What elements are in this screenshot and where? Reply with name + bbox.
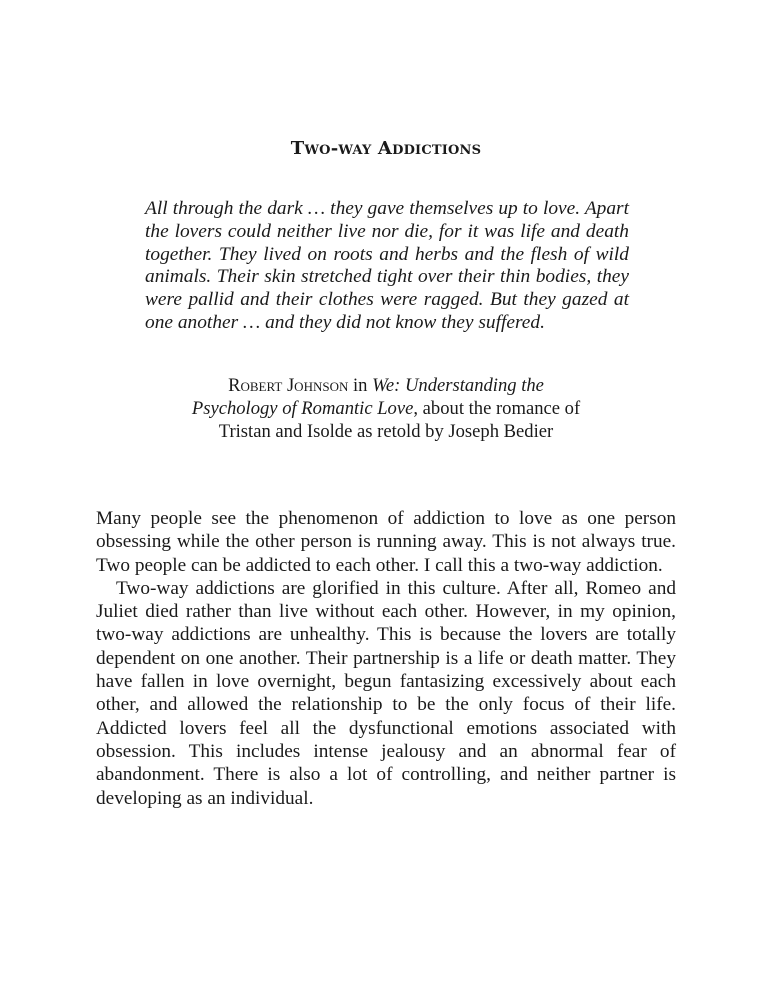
body-text <box>96 507 676 810</box>
attribution-source-note: , about the romance of Tristan and Isolde as retold by Joseph Bedier <box>218 398 581 442</box>
body-paragraph: Two-way addictions are glorified in this culture. After all, Romeo and Juliet died rather than live without each other. However, in my opinion, two-way addictions are unhealthy. This is because the lovers are totally dependent on one another. Their partnership is a life or death matter. They have fallen in love overnight, begun fantasizing excessively about each other, and allowed the relationship to be the only focus of their life. Addicted lovers feel all the dysfunctional emotions associated with obsession. This includes intense jealousy and an abnormal fear of abandonment. There is also a lot of controlling, and neither partner is developing as an individual. <box>96 577 676 809</box>
attribution-book-title: We: Understanding the Psychology of Romantic Love <box>191 375 544 419</box>
epigraph-quote: All through the dark … they gave themselves up to love. Apart the lovers could neither live nor die, for it was life and death together. They lived on roots and herbs and the flesh of wild animals. Their skin stretched tight over their thin bodies, they were pallid and their clothes were ragged. But they gazed at one another … and they did not know they suffered. <box>145 198 629 333</box>
chapter-title: Two-way Addictions <box>290 138 482 159</box>
body-paragraph: Many people see the phenomenon of addiction to love as one person obsessing while the other person is running away. This is not always true. Two people can be addicted to each other. I call this a two-way addiction. <box>96 508 676 576</box>
attribution-author: Robert Johnson <box>228 375 349 396</box>
epigraph-attribution <box>186 374 586 443</box>
attribution-connector: in <box>348 375 373 396</box>
